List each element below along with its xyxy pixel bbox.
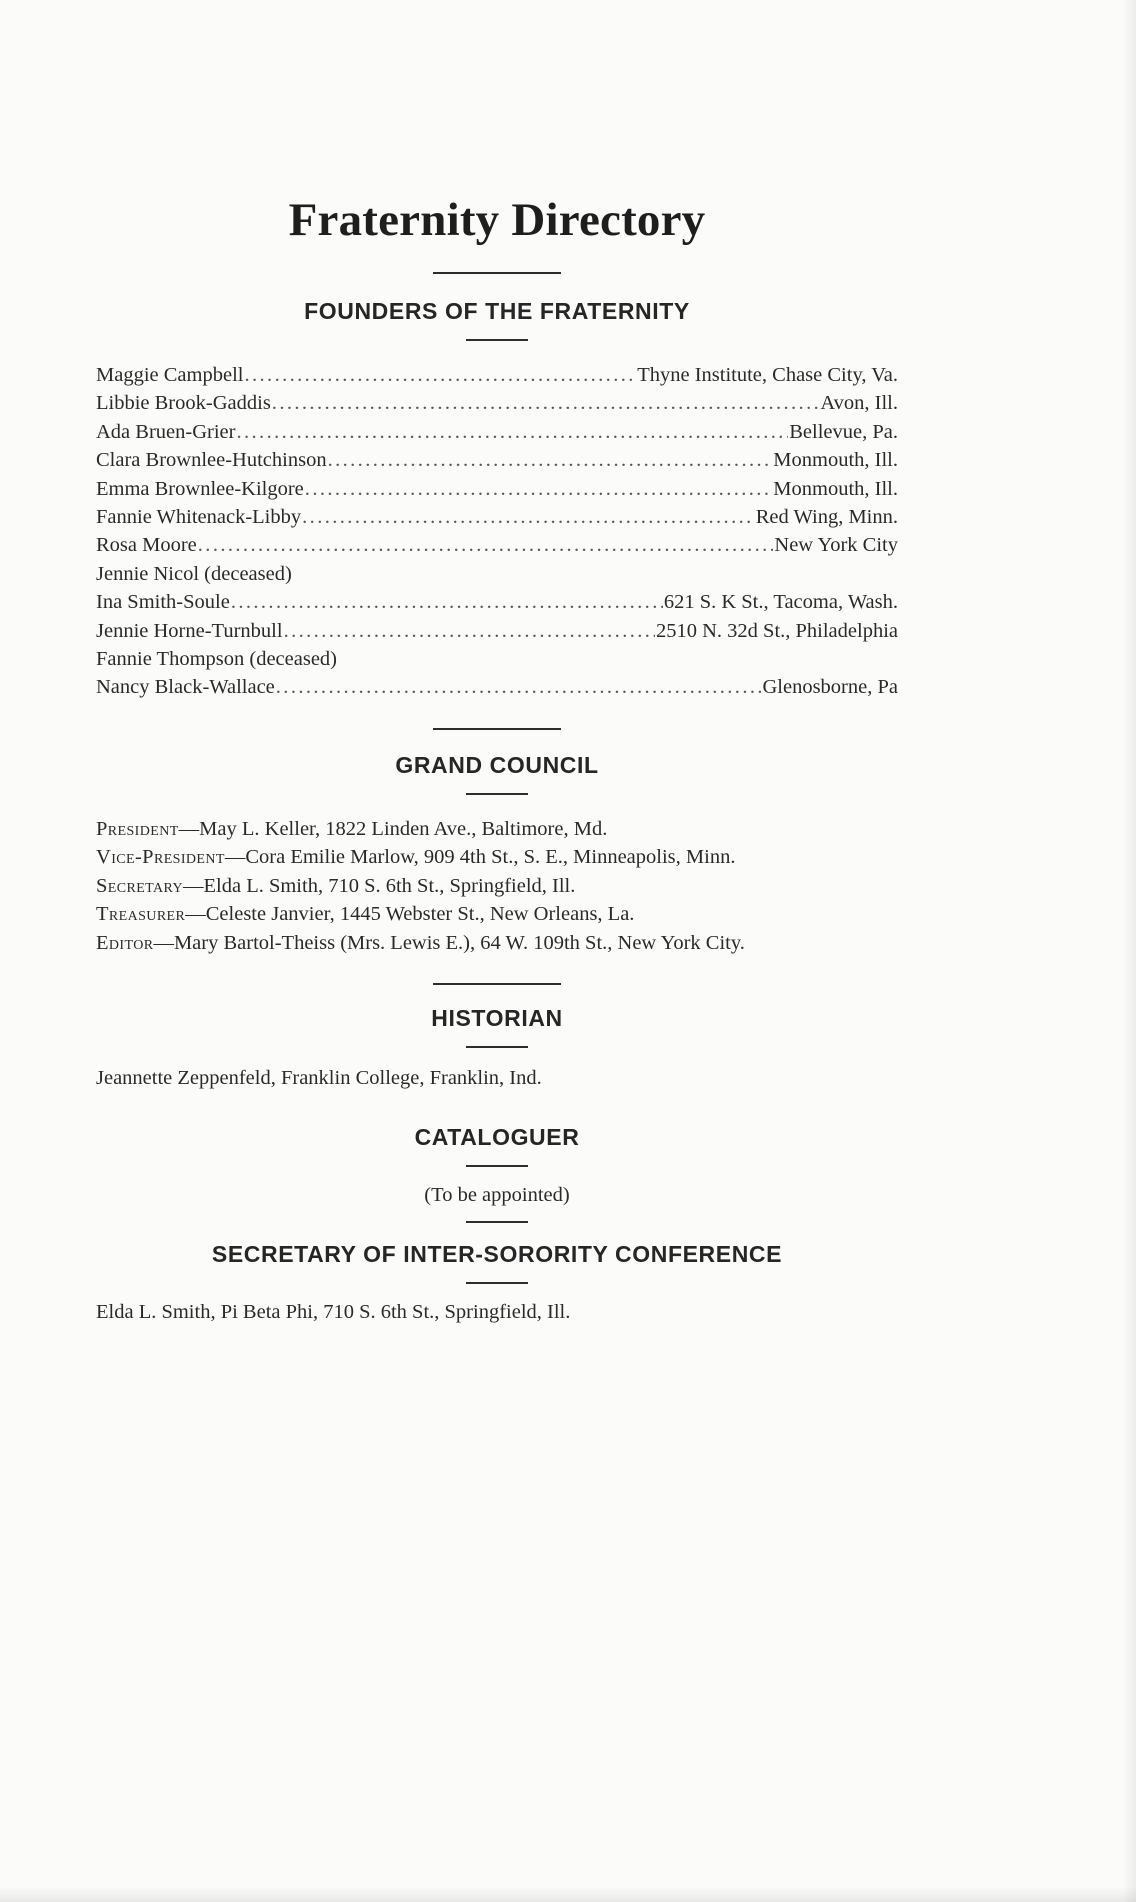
founder-place: Avon, Ill.: [820, 392, 898, 415]
founder-place: 621 S. K St., Tacoma, Wash.: [663, 591, 898, 614]
founder-name: Rosa Moore: [96, 534, 197, 557]
founder-row: [96, 446, 898, 474]
founder-name: Libbie Brook-Gaddis: [96, 392, 271, 415]
office-label: President: [96, 817, 179, 840]
page-content: [96, 190, 898, 1326]
inter-sorority-text: Elda L. Smith, Pi Beta Phi, 710 S. 6th St., Springfield, Ill.: [96, 1300, 571, 1323]
section-divider: [433, 983, 561, 985]
dot-leader: [272, 389, 820, 417]
council-entry: [96, 843, 898, 871]
office-label: Vice-President: [96, 846, 225, 869]
founder-place: Monmouth, Ill.: [773, 449, 898, 472]
founder-row: [96, 645, 898, 673]
founder-name: Fannie Thompson (deceased): [96, 648, 337, 671]
dot-leader: [328, 446, 773, 474]
page-edge-shadow: [0, 1886, 1136, 1902]
founder-place: Monmouth, Ill.: [773, 477, 898, 500]
founder-row: [96, 560, 898, 588]
founder-row: [96, 503, 898, 531]
historian-heading: HISTORIAN: [431, 1004, 563, 1031]
office-holder: —Celeste Janvier, 1445 Webster St., New Orleans, La.: [185, 903, 635, 926]
founder-place: Glenosborne, Pa: [762, 676, 898, 699]
dot-leader: [244, 361, 636, 389]
dot-leader: [302, 503, 755, 531]
dot-leader: [236, 418, 788, 446]
founder-name: Maggie Campbell: [96, 364, 244, 386]
page-edge-shadow: [1122, 0, 1136, 1902]
founder-row: [96, 617, 898, 645]
founder-place: Red Wing, Minn.: [755, 506, 898, 529]
cataloguer-bottom-divider: [466, 1221, 528, 1223]
founders-heading: FOUNDERS OF THE FRATERNITY: [304, 298, 690, 324]
historian-divider: [466, 1046, 528, 1048]
founder-name: Ina Smith-Soule: [96, 591, 230, 614]
founders-list: [96, 361, 898, 702]
cataloguer-text: (To be appointed): [424, 1183, 570, 1206]
founder-name: Jennie Horne-Turnbull: [96, 619, 283, 642]
council-entry: [96, 872, 898, 900]
dot-leader: [231, 588, 663, 616]
dot-leader: [276, 673, 762, 701]
founder-place: 2510 N. 32d St., Philadelphia: [655, 619, 898, 642]
office-label: Treasurer: [96, 903, 186, 926]
founder-name: Jennie Nicol (deceased): [96, 562, 292, 585]
dot-leader: [284, 617, 655, 645]
founder-row: [96, 418, 898, 446]
title-divider: [433, 272, 561, 274]
founder-name: Fannie Whitenack-Libby: [96, 506, 302, 529]
grand-council-list: [96, 815, 898, 957]
founder-place: Thyne Institute, Chase City, Va.: [637, 364, 898, 386]
founder-row: [96, 588, 898, 616]
founder-place: New York City: [774, 534, 898, 557]
section-divider: [433, 728, 561, 730]
office-holder: —Elda L. Smith, 710 S. 6th St., Springfield, Ill.: [183, 874, 576, 897]
cataloguer-heading: CATALOGUER: [414, 1123, 580, 1150]
founder-place: Bellevue, Pa.: [789, 420, 898, 443]
council-entry: [96, 815, 898, 843]
grand-council-heading: GRAND COUNCIL: [395, 751, 599, 778]
council-entry: [96, 929, 898, 957]
inter-sorority-divider: [466, 1282, 528, 1284]
office-label: Secretary: [96, 874, 183, 897]
founders-divider: [466, 339, 528, 341]
founder-row: [96, 531, 898, 559]
founder-name: Ada Bruen-Grier: [96, 420, 236, 443]
council-entry: [96, 900, 898, 928]
cataloguer-divider: [466, 1165, 528, 1167]
founder-row: [96, 475, 898, 503]
inter-sorority-heading: SECRETARY OF INTER-SORORITY CONFERENCE: [211, 1240, 783, 1267]
founder-row: [96, 673, 898, 701]
office-holder: —Cora Emilie Marlow, 909 4th St., S. E., Minneapolis, Minn.: [224, 846, 736, 869]
historian-text: Jeannette Zeppenfeld, Franklin College, Franklin, Ind.: [96, 1066, 542, 1089]
founder-row: [96, 361, 898, 389]
office-holder: —Mary Bartol-Theiss (Mrs. Lewis E.), 64 W. 109th St., New York City.: [153, 931, 745, 954]
page-title: Fraternity Directory: [288, 194, 706, 246]
founder-name: Clara Brownlee-Hutchinson: [96, 449, 327, 472]
dot-leader: [198, 531, 774, 559]
founder-row: [96, 389, 898, 417]
founder-name: Nancy Black-Wallace: [96, 676, 275, 699]
office-label: Editor: [96, 931, 154, 954]
dot-leader: [305, 475, 772, 503]
grand-council-divider: [466, 793, 528, 795]
office-holder: —May L. Keller, 1822 Linden Ave., Baltimore, Md.: [178, 817, 608, 840]
founder-name: Emma Brownlee-Kilgore: [96, 477, 304, 500]
